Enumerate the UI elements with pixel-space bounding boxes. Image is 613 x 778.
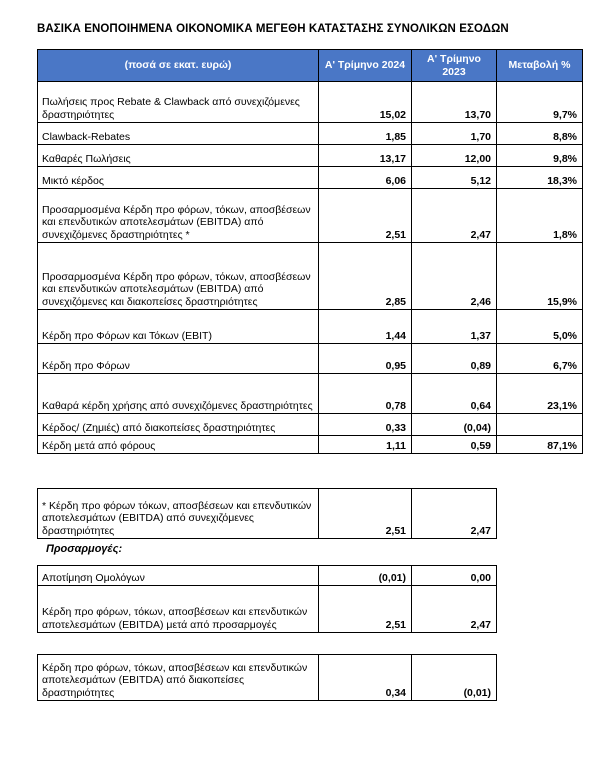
- table-row: [38, 123, 583, 145]
- row-label: Μικτό κέρδος: [38, 167, 319, 189]
- value-change: 15,9%: [497, 243, 583, 310]
- note-label: * Κέρδη προ φόρων τόκων, αποσβέσεων και επενδυτικών αποτελεσμάτων (EBITDA) από συνεχιζόμενες δραστηριότητες: [38, 489, 319, 539]
- header-change: Μεταβολή %: [497, 50, 583, 82]
- value-2023: 13,70: [412, 82, 497, 123]
- value-2024: 6,06: [319, 167, 412, 189]
- row-label: Προσαρμοσμένα Κέρδη προ φόρων, τόκων, αποσβέσεων και επενδυτικών αποτελεσμάτων (EBITDA) από συνεχιζόμενες δραστηριότητες *: [38, 189, 319, 243]
- row-label: Πωλήσεις προς Rebate & Clawback από συνεχιζόμενες δραστηριότητες: [38, 82, 319, 123]
- value-2023: 0,59: [412, 436, 497, 454]
- value-2024: 13,17: [319, 145, 412, 167]
- value-change: 5,0%: [497, 310, 583, 344]
- value-2024: 1,11: [319, 436, 412, 454]
- value-change: 18,3%: [497, 167, 583, 189]
- adjustment-label: Αποτίμηση Ομολόγων: [38, 566, 319, 586]
- adjustment-value-2024: (0,01): [319, 566, 412, 586]
- header-units: (ποσά σε εκατ. ευρώ): [38, 50, 319, 82]
- note-value-2023: 2,47: [412, 489, 497, 539]
- value-2024: 0,95: [319, 344, 412, 374]
- value-2023: 12,00: [412, 145, 497, 167]
- adjustment-value-2023: 0,00: [412, 566, 497, 586]
- value-2024: 1,44: [319, 310, 412, 344]
- value-2023: 0,89: [412, 344, 497, 374]
- value-2023: (0,04): [412, 414, 497, 436]
- value-2024: 2,51: [319, 189, 412, 243]
- table-row: [38, 344, 583, 374]
- adjustment-value-2023: 2,47: [412, 586, 497, 633]
- row-label: Προσαρμοσμένα Κέρδη προ φόρων, τόκων, αποσβέσεων και επενδυτικών αποτελεσμάτων (EBITDA) από συνεχιζόμενες και διακοπείσες δραστηριότητες: [38, 243, 319, 310]
- table-row: [38, 566, 497, 586]
- value-2024: 1,85: [319, 123, 412, 145]
- table-row: [38, 189, 583, 243]
- discontinued-table: [37, 654, 497, 701]
- value-change: 1,8%: [497, 189, 583, 243]
- ebitda-note-table: [37, 488, 497, 539]
- row-label: Κέρδος/ (Ζημιές) από διακοπείσες δραστηριότητες: [38, 414, 319, 436]
- table-row: [38, 310, 583, 344]
- header-q1-2024: Α' Τρίμηνο 2024: [319, 50, 412, 82]
- table-row: [38, 374, 583, 414]
- value-change: 9,7%: [497, 82, 583, 123]
- value-change: 8,8%: [497, 123, 583, 145]
- table-row: [38, 436, 583, 454]
- value-change: 6,7%: [497, 344, 583, 374]
- adjustments-table: [37, 565, 497, 633]
- value-2023: 1,70: [412, 123, 497, 145]
- row-label: Καθαρά κέρδη χρήσης από συνεχιζόμενες δραστηριότητες: [38, 374, 319, 414]
- row-label: Κέρδη προ Φόρων: [38, 344, 319, 374]
- value-2023: 2,47: [412, 189, 497, 243]
- value-2023: 2,46: [412, 243, 497, 310]
- value-change: 23,1%: [497, 374, 583, 414]
- adjustments-heading: Προσαρμογές:: [46, 543, 123, 555]
- adjustment-label: Κέρδη προ φόρων, τόκων, αποσβέσεων και επενδυτικών αποτελεσμάτων (EBITDA) μετά από προσαρμογές: [38, 586, 319, 633]
- value-2023: 0,64: [412, 374, 497, 414]
- value-2024: 0,33: [319, 414, 412, 436]
- row-label: Κέρδη μετά από φόρους: [38, 436, 319, 454]
- value-change: 87,1%: [497, 436, 583, 454]
- value-change: [497, 414, 583, 436]
- table-row: [38, 82, 583, 123]
- discontinued-block: [37, 654, 497, 701]
- discontinued-value-2024: 0,34: [319, 655, 412, 701]
- value-2023: 5,12: [412, 167, 497, 189]
- table-row: [38, 586, 497, 633]
- value-2024: 15,02: [319, 82, 412, 123]
- value-2023: 1,37: [412, 310, 497, 344]
- row-label: Clawback-Rebates: [38, 123, 319, 145]
- table-row: [38, 414, 583, 436]
- table-row: [38, 489, 497, 539]
- table-header-row: [38, 50, 583, 82]
- ebitda-note-block: [37, 488, 497, 539]
- page-title: ΒΑΣΙΚΑ ΕΝΟΠΟΙΗΜΕΝΑ ΟΙΚΟΝΟΜΙΚΑ ΜΕΓΕΘΗ ΚΑΤΑΣΤΑΣΗΣ ΣΥΝΟΛΙΚΩΝ ΕΣΟΔΩΝ: [37, 23, 509, 35]
- adjustment-value-2024: 2,51: [319, 586, 412, 633]
- value-change: 9,8%: [497, 145, 583, 167]
- adjustments-block: [37, 565, 497, 633]
- header-q1-2023: Α' Τρίμηνο 2023: [412, 50, 497, 82]
- discontinued-value-2023: (0,01): [412, 655, 497, 701]
- row-label: Καθαρές Πωλήσεις: [38, 145, 319, 167]
- value-2024: 2,85: [319, 243, 412, 310]
- row-label: Κέρδη προ Φόρων και Τόκων (EBIT): [38, 310, 319, 344]
- table-row: [38, 243, 583, 310]
- value-2024: 0,78: [319, 374, 412, 414]
- table-row: [38, 167, 583, 189]
- table-row: [38, 655, 497, 701]
- note-value-2024: 2,51: [319, 489, 412, 539]
- table-row: [38, 145, 583, 167]
- financial-results-table: [37, 49, 583, 454]
- discontinued-label: Κέρδη προ φόρων, τόκων, αποσβέσεων και επενδυτικών αποτελεσμάτων (EBITDA) από διακοπείσες δραστηριότητες: [38, 655, 319, 701]
